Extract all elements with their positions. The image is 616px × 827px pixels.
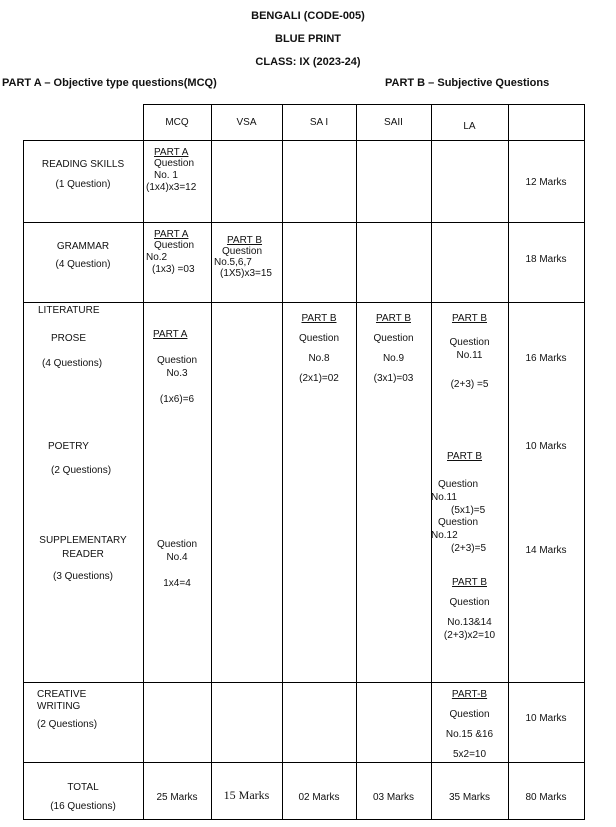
question-number: No.2 <box>146 252 168 263</box>
reader-label: READER <box>62 549 104 560</box>
table-border <box>23 819 585 820</box>
marks-calc: 5x2=10 <box>452 749 487 760</box>
question-count: (2 Questions) <box>51 465 112 476</box>
question-label: Question <box>222 246 263 257</box>
question-number: No.15 &16 <box>445 729 494 740</box>
total-vsa: 15 Marks <box>223 788 270 802</box>
question-number: No. 1 <box>154 170 178 181</box>
row-label: LITERATURE <box>38 305 100 316</box>
question-count: (16 Questions) <box>50 801 116 812</box>
question-label: Question <box>449 597 490 608</box>
row-marks: 12 Marks <box>525 177 567 188</box>
part-label: PART A <box>154 147 189 158</box>
row-label: READING SKILLS <box>41 159 125 170</box>
part-a-heading: PART A – Objective type questions(MCQ) <box>2 77 217 89</box>
question-label: Question <box>438 517 479 528</box>
supplementary-label: SUPPLEMENTARY <box>39 535 127 546</box>
question-label: Question <box>154 240 195 251</box>
class-line: CLASS: IX (2023-24) <box>255 56 361 68</box>
row-marks: 16 Marks <box>525 353 567 364</box>
question-number: No.11 <box>431 492 457 503</box>
total-marks: 80 Marks <box>525 792 567 803</box>
table-border <box>23 302 585 303</box>
table-border <box>282 104 283 820</box>
part-label: PART B <box>227 235 263 246</box>
marks-calc: 1x4=4 <box>163 578 191 589</box>
col-header-sa1: SA I <box>309 117 329 128</box>
row-marks: 14 Marks <box>525 545 567 556</box>
marks-calc: (1x3) =03 <box>152 264 195 275</box>
table-border <box>584 104 585 820</box>
poetry-label: POETRY <box>48 441 89 452</box>
marks-calc: (1x6)=6 <box>159 394 195 405</box>
document-subtitle: BLUE PRINT <box>275 33 341 45</box>
row-label: GRAMMAR <box>56 241 110 252</box>
marks-calc: (2x1)=02 <box>299 373 339 384</box>
question-number: No.11 <box>456 350 483 361</box>
table-border <box>23 682 585 683</box>
question-number: No.13&14 <box>447 617 492 628</box>
col-header-mcq: MCQ <box>165 117 189 128</box>
marks-calc: (2+3)x2=10 <box>443 630 496 641</box>
question-count: (4 Questions) <box>42 358 103 369</box>
total-sa2: 03 Marks <box>372 792 415 803</box>
question-label: Question <box>156 355 198 366</box>
part-label: PART A <box>153 329 188 340</box>
question-number: No.5,6,7 <box>214 257 252 268</box>
question-count: (4 Question) <box>55 259 111 270</box>
part-label: PART-B <box>451 689 488 700</box>
question-number: No.8 <box>308 353 330 364</box>
part-label: PART B <box>451 313 487 324</box>
marks-calc: (2+3)=5 <box>451 543 487 554</box>
part-label: PART B <box>451 577 487 588</box>
part-label: PART B <box>375 313 411 324</box>
row-label: TOTAL <box>67 782 99 793</box>
question-label: Question <box>156 539 198 550</box>
part-label: PART B <box>447 451 483 462</box>
row-marks: 10 Marks <box>525 441 567 452</box>
table-border <box>23 222 585 223</box>
col-header-vsa: VSA <box>236 117 257 128</box>
row-label: WRITING <box>37 701 81 712</box>
question-number: No.9 <box>382 353 405 364</box>
question-count: (1 Question) <box>55 179 111 190</box>
table-border <box>23 762 585 763</box>
question-count: (3 Questions) <box>52 571 114 582</box>
row-marks: 18 Marks <box>525 254 567 265</box>
question-label: Question <box>449 709 490 720</box>
marks-calc: (1X5)x3=15 <box>220 268 272 279</box>
table-border <box>143 104 144 820</box>
question-label: Question <box>449 337 490 348</box>
part-label: PART B <box>301 313 337 324</box>
table-border <box>356 104 357 820</box>
prose-label: PROSE <box>51 333 87 344</box>
marks-calc: (2+3) =5 <box>450 379 489 390</box>
table-border <box>23 140 585 141</box>
question-label: Question <box>154 158 195 169</box>
total-la: 35 Marks <box>448 792 491 803</box>
part-label: PART A <box>154 229 189 240</box>
total-mcq: 25 Marks <box>156 792 198 803</box>
question-label: Question <box>373 333 414 344</box>
total-sa1: 02 Marks <box>298 792 340 803</box>
question-label: Question <box>298 333 340 344</box>
col-header-la: LA <box>463 121 476 132</box>
question-number: No.3 <box>166 368 188 379</box>
question-label: Question <box>438 479 479 490</box>
question-number: No.4 <box>166 552 188 563</box>
table-border <box>211 104 212 820</box>
document-title: BENGALI (CODE-005) <box>251 10 365 22</box>
row-marks: 10 Marks <box>525 713 567 724</box>
col-header-sa2: SAII <box>384 117 403 128</box>
row-label: CREATIVE <box>37 689 87 700</box>
part-b-heading: PART B – Subjective Questions <box>385 77 550 89</box>
table-border <box>143 104 585 105</box>
marks-calc: (1x4)x3=12 <box>146 182 197 193</box>
marks-calc: (3x1)=03 <box>373 373 414 384</box>
marks-calc: (5x1)=5 <box>451 505 486 516</box>
question-count: (2 Questions) <box>37 719 98 730</box>
question-number: No.12 <box>431 530 458 541</box>
